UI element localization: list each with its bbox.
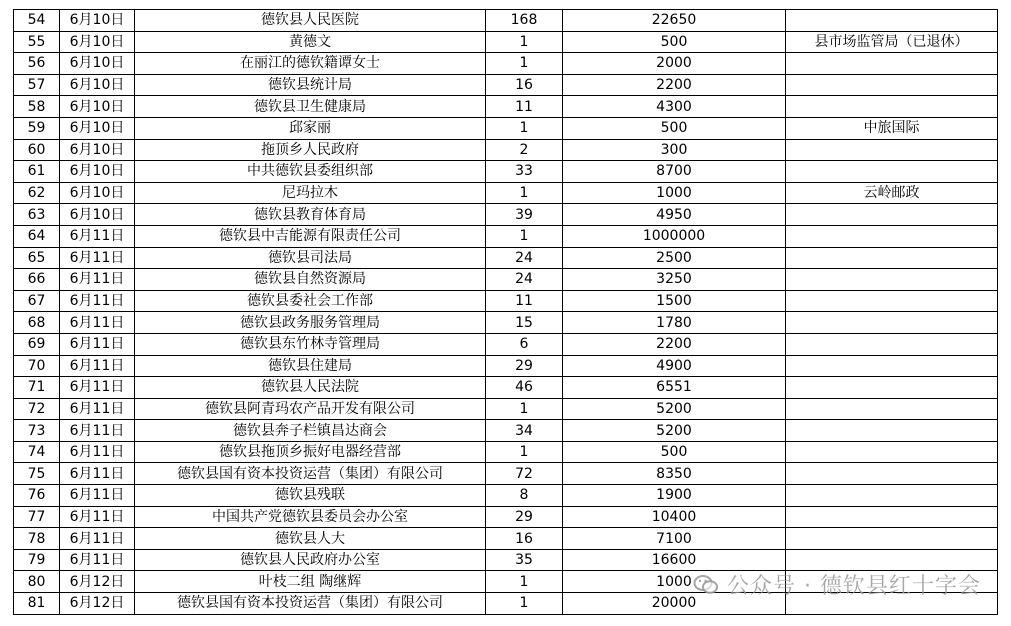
- donor-count-cell: 1: [486, 182, 563, 204]
- row-number: 61: [14, 161, 60, 183]
- donor-name-cell: 黄德文: [135, 31, 486, 53]
- donor-name-cell: 中共德钦县委组织部: [135, 161, 486, 183]
- donor-name-cell: 德钦县残联: [135, 485, 486, 507]
- donor-name-cell: 德钦县教育体育局: [135, 204, 486, 226]
- amount-cell: 1900: [563, 485, 786, 507]
- date-cell: 6月11日: [60, 463, 135, 485]
- row-number: 54: [14, 10, 60, 32]
- note-cell: [786, 528, 998, 550]
- table-row: [14, 117, 998, 139]
- note-cell: [786, 333, 998, 355]
- donor-name-cell: 德钦县委社会工作部: [135, 290, 486, 312]
- donor-count-cell: 8: [486, 485, 563, 507]
- row-number: 58: [14, 96, 60, 118]
- donor-count-cell: 11: [486, 96, 563, 118]
- table-row: [14, 53, 998, 75]
- date-cell: 6月11日: [60, 420, 135, 442]
- amount-cell: 2000: [563, 53, 786, 75]
- donor-name-cell: 德钦县司法局: [135, 247, 486, 269]
- amount-cell: 10400: [563, 506, 786, 528]
- table-row: [14, 31, 998, 53]
- row-number: 74: [14, 441, 60, 463]
- donor-count-cell: 16: [486, 528, 563, 550]
- row-number: 70: [14, 355, 60, 377]
- table-row: [14, 485, 998, 507]
- note-cell: [786, 355, 998, 377]
- date-cell: 6月11日: [60, 485, 135, 507]
- table-row: [14, 377, 998, 399]
- table-row: [14, 420, 998, 442]
- donor-name-cell: 德钦县人大: [135, 528, 486, 550]
- donor-name-cell: 德钦县国有资本投资运营（集团）有限公司: [135, 593, 486, 615]
- date-cell: 6月10日: [60, 96, 135, 118]
- donor-name-cell: 中国共产党德钦县委员会办公室: [135, 506, 486, 528]
- amount-cell: 1000: [563, 571, 786, 593]
- note-cell: [786, 398, 998, 420]
- table-row: [14, 312, 998, 334]
- note-cell: [786, 74, 998, 96]
- table-row: [14, 355, 998, 377]
- table-row: [14, 10, 998, 32]
- amount-cell: 8350: [563, 463, 786, 485]
- donor-count-cell: 1: [486, 593, 563, 615]
- donor-name-cell: 在丽江的德钦籍谭女士: [135, 53, 486, 75]
- donor-count-cell: 39: [486, 204, 563, 226]
- donor-name-cell: 德钦县阿青玛农产品开发有限公司: [135, 398, 486, 420]
- donation-table: [13, 9, 998, 615]
- date-cell: 6月10日: [60, 31, 135, 53]
- watermark-text: 公众号 · 德钦县红十字会: [727, 574, 981, 599]
- note-cell: [786, 204, 998, 226]
- amount-cell: 2500: [563, 247, 786, 269]
- date-cell: 6月12日: [60, 593, 135, 615]
- row-number: 65: [14, 247, 60, 269]
- table-row: [14, 247, 998, 269]
- date-cell: 6月11日: [60, 333, 135, 355]
- table-row: [14, 225, 998, 247]
- amount-cell: 500: [563, 441, 786, 463]
- amount-cell: 500: [563, 117, 786, 139]
- amount-cell: 5200: [563, 398, 786, 420]
- donor-name-cell: 德钦县东竹林寺管理局: [135, 333, 486, 355]
- donor-name-cell: 德钦县人民法院: [135, 377, 486, 399]
- note-cell: [786, 225, 998, 247]
- row-number: 56: [14, 53, 60, 75]
- row-number: 71: [14, 377, 60, 399]
- amount-cell: 8700: [563, 161, 786, 183]
- amount-cell: 1780: [563, 312, 786, 334]
- table-row: [14, 139, 998, 161]
- donor-count-cell: 16: [486, 74, 563, 96]
- donor-name-cell: 德钦县卫生健康局: [135, 96, 486, 118]
- amount-cell: 300: [563, 139, 786, 161]
- date-cell: 6月10日: [60, 74, 135, 96]
- amount-cell: 16600: [563, 549, 786, 571]
- donor-name-cell: 德钦县政务服务管理局: [135, 312, 486, 334]
- table-row: [14, 96, 998, 118]
- row-number: 60: [14, 139, 60, 161]
- amount-cell: 4950: [563, 204, 786, 226]
- donor-name-cell: 德钦县中吉能源有限责任公司: [135, 225, 486, 247]
- table-row: [14, 506, 998, 528]
- note-cell: [786, 10, 998, 32]
- donor-name-cell: 德钦县自然资源局: [135, 269, 486, 291]
- table-row: [14, 290, 998, 312]
- date-cell: 6月11日: [60, 269, 135, 291]
- date-cell: 6月10日: [60, 182, 135, 204]
- row-number: 57: [14, 74, 60, 96]
- row-number: 68: [14, 312, 60, 334]
- note-cell: [786, 161, 998, 183]
- note-cell: [786, 506, 998, 528]
- note-cell: 云岭邮政: [786, 182, 998, 204]
- row-number: 64: [14, 225, 60, 247]
- donor-count-cell: 1: [486, 31, 563, 53]
- table-row: [14, 161, 998, 183]
- donor-count-cell: 24: [486, 269, 563, 291]
- note-cell: 县市场监管局（已退休）: [786, 31, 998, 53]
- row-number: 77: [14, 506, 60, 528]
- date-cell: 6月11日: [60, 290, 135, 312]
- donation-table-body: [14, 10, 998, 615]
- amount-cell: 1000: [563, 182, 786, 204]
- donor-count-cell: 1: [486, 398, 563, 420]
- donor-count-cell: 35: [486, 549, 563, 571]
- table-row: [14, 74, 998, 96]
- donor-count-cell: 34: [486, 420, 563, 442]
- row-number: 55: [14, 31, 60, 53]
- table-row: [14, 182, 998, 204]
- amount-cell: 2200: [563, 333, 786, 355]
- table-row: [14, 398, 998, 420]
- donor-name-cell: 德钦县国有资本投资运营（集团）有限公司: [135, 463, 486, 485]
- donor-name-cell: 尼玛拉木: [135, 182, 486, 204]
- note-cell: [786, 463, 998, 485]
- donor-name-cell: 拖顶乡人民政府: [135, 139, 486, 161]
- donor-name-cell: 叶枝二组 陶继辉: [135, 571, 486, 593]
- row-number: 76: [14, 485, 60, 507]
- row-number: 80: [14, 571, 60, 593]
- amount-cell: 4300: [563, 96, 786, 118]
- amount-cell: 5200: [563, 420, 786, 442]
- table-row: [14, 204, 998, 226]
- table-row: [14, 269, 998, 291]
- note-cell: [786, 269, 998, 291]
- donor-count-cell: 1: [486, 117, 563, 139]
- date-cell: 6月11日: [60, 377, 135, 399]
- amount-cell: 500: [563, 31, 786, 53]
- donor-count-cell: 1: [486, 225, 563, 247]
- table-row: [14, 528, 998, 550]
- donor-count-cell: 72: [486, 463, 563, 485]
- amount-cell: 20000: [563, 593, 786, 615]
- table-row: [14, 463, 998, 485]
- wechat-icon: [693, 572, 719, 598]
- donor-count-cell: 29: [486, 506, 563, 528]
- note-cell: [786, 485, 998, 507]
- note-cell: [786, 549, 998, 571]
- date-cell: 6月12日: [60, 571, 135, 593]
- donor-name-cell: 德钦县统计局: [135, 74, 486, 96]
- date-cell: 6月10日: [60, 161, 135, 183]
- date-cell: 6月11日: [60, 506, 135, 528]
- note-cell: [786, 53, 998, 75]
- donor-count-cell: 168: [486, 10, 563, 32]
- donor-count-cell: 24: [486, 247, 563, 269]
- donor-count-cell: 1: [486, 53, 563, 75]
- date-cell: 6月11日: [60, 528, 135, 550]
- note-cell: 中旅国际: [786, 117, 998, 139]
- date-cell: 6月11日: [60, 225, 135, 247]
- row-number: 75: [14, 463, 60, 485]
- donor-name-cell: 邱家丽: [135, 117, 486, 139]
- date-cell: 6月10日: [60, 139, 135, 161]
- date-cell: 6月11日: [60, 549, 135, 571]
- donor-name-cell: 德钦县奔子栏镇昌达商会: [135, 420, 486, 442]
- donor-name-cell: 德钦县拖顶乡振好电器经营部: [135, 441, 486, 463]
- table-row: [14, 441, 998, 463]
- note-cell: [786, 377, 998, 399]
- row-number: 78: [14, 528, 60, 550]
- amount-cell: 2200: [563, 74, 786, 96]
- note-cell: [786, 247, 998, 269]
- donor-name-cell: 德钦县人民政府办公室: [135, 549, 486, 571]
- date-cell: 6月11日: [60, 247, 135, 269]
- amount-cell: 3250: [563, 269, 786, 291]
- row-number: 66: [14, 269, 60, 291]
- date-cell: 6月11日: [60, 355, 135, 377]
- date-cell: 6月11日: [60, 441, 135, 463]
- row-number: 73: [14, 420, 60, 442]
- amount-cell: 22650: [563, 10, 786, 32]
- amount-cell: 1500: [563, 290, 786, 312]
- amount-cell: 4900: [563, 355, 786, 377]
- date-cell: 6月11日: [60, 398, 135, 420]
- date-cell: 6月10日: [60, 53, 135, 75]
- donor-name-cell: 德钦县住建局: [135, 355, 486, 377]
- note-cell: [786, 139, 998, 161]
- table-row: [14, 333, 998, 355]
- row-number: 79: [14, 549, 60, 571]
- note-cell: [786, 420, 998, 442]
- donor-count-cell: 11: [486, 290, 563, 312]
- donor-count-cell: 2: [486, 139, 563, 161]
- date-cell: 6月11日: [60, 312, 135, 334]
- donor-count-cell: 1: [486, 441, 563, 463]
- row-number: 72: [14, 398, 60, 420]
- row-number: 67: [14, 290, 60, 312]
- amount-cell: 1000000: [563, 225, 786, 247]
- donor-count-cell: 15: [486, 312, 563, 334]
- date-cell: 6月10日: [60, 117, 135, 139]
- watermark: [693, 569, 981, 600]
- table-row: [14, 549, 998, 571]
- donor-name-cell: 德钦县人民医院: [135, 10, 486, 32]
- note-cell: [786, 96, 998, 118]
- amount-cell: 7100: [563, 528, 786, 550]
- row-number: 59: [14, 117, 60, 139]
- donor-count-cell: 46: [486, 377, 563, 399]
- date-cell: 6月10日: [60, 204, 135, 226]
- note-cell: [786, 312, 998, 334]
- amount-cell: 6551: [563, 377, 786, 399]
- row-number: 81: [14, 593, 60, 615]
- donor-count-cell: 1: [486, 571, 563, 593]
- donor-count-cell: 29: [486, 355, 563, 377]
- date-cell: 6月10日: [60, 10, 135, 32]
- donor-count-cell: 33: [486, 161, 563, 183]
- row-number: 62: [14, 182, 60, 204]
- row-number: 69: [14, 333, 60, 355]
- note-cell: [786, 441, 998, 463]
- note-cell: [786, 290, 998, 312]
- donor-count-cell: 6: [486, 333, 563, 355]
- row-number: 63: [14, 204, 60, 226]
